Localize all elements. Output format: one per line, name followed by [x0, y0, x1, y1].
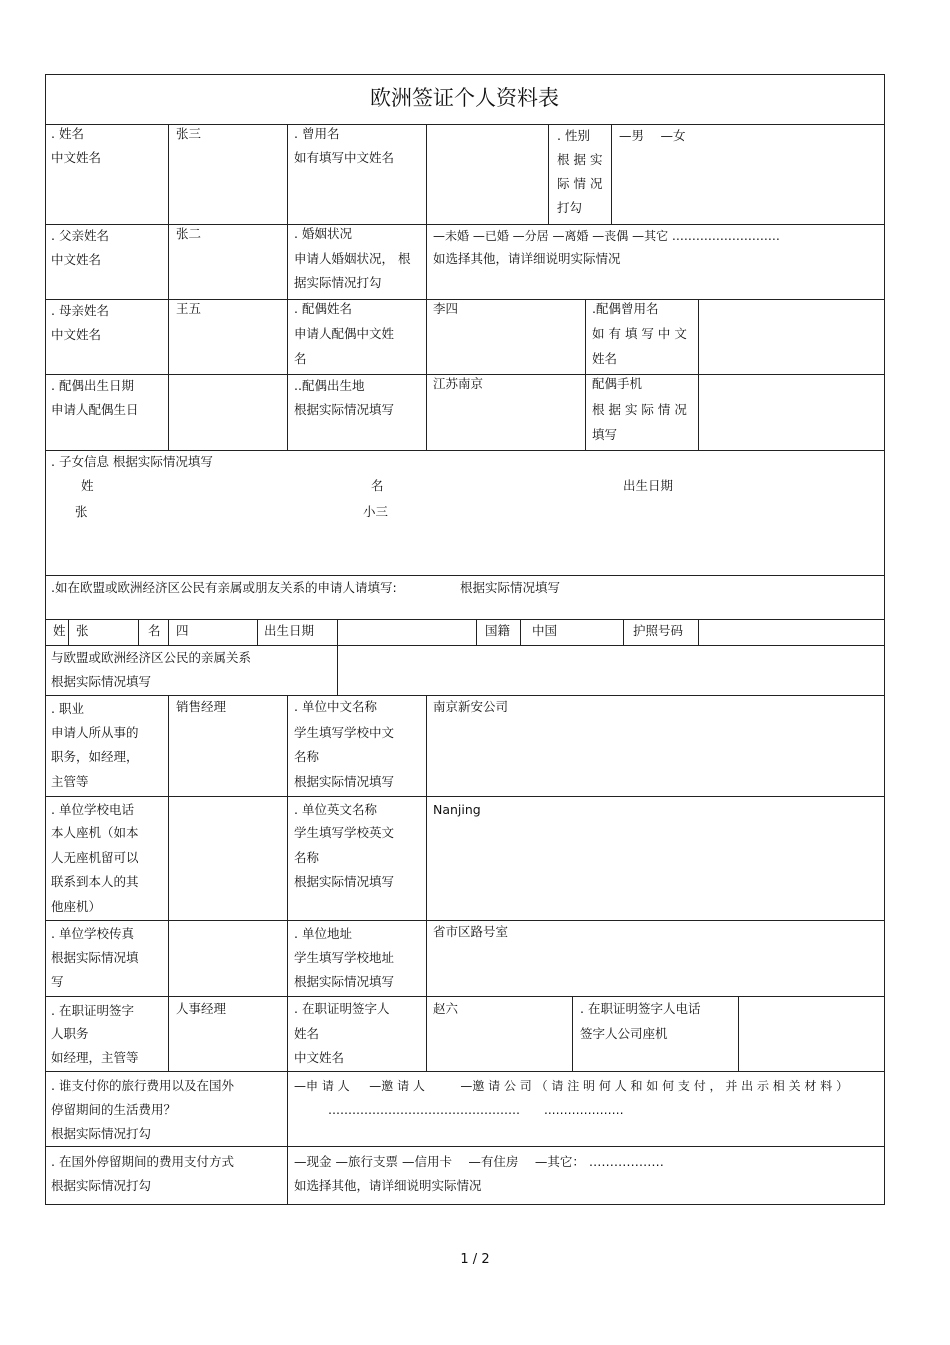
- vline: [287, 996, 288, 1071]
- employer-cn-name-note: 名称: [294, 749, 320, 764]
- father-name-note: 中文姓名: [51, 252, 102, 267]
- father-name-value[interactable]: 张二: [176, 226, 202, 241]
- signer-title-note: 人职务: [51, 1026, 89, 1041]
- vline: [585, 299, 586, 450]
- employer-fax-note: 写: [51, 974, 64, 989]
- mother-name-value[interactable]: 王五: [176, 301, 202, 316]
- vline: [68, 619, 69, 645]
- children-col-given-name: 名: [371, 478, 384, 493]
- spouse-former-name-note: 姓名: [592, 351, 618, 366]
- gender-label: . 性别: [557, 128, 590, 143]
- mother-name-label: . 母亲姓名: [51, 303, 109, 318]
- signer-title-value[interactable]: 人事经理: [176, 1001, 227, 1016]
- hline: [45, 996, 885, 997]
- payer-note: 停留期间的生活费用？: [51, 1102, 177, 1117]
- gender-note: 际 情 况: [557, 176, 603, 191]
- father-name-label: . 父亲姓名: [51, 228, 109, 243]
- spouse-name-value[interactable]: 李四: [433, 301, 459, 316]
- marital-status-note: 据实际情况打勾: [294, 275, 382, 290]
- spouse-birthplace-note: 根据实际情况填写: [294, 402, 395, 417]
- vline: [168, 619, 169, 645]
- vline: [426, 996, 427, 1071]
- vline: [287, 695, 288, 996]
- former-name-label: . 曾用名: [294, 126, 340, 141]
- eu-surname-label: 姓: [53, 623, 66, 638]
- spouse-former-name-note: 如 有 填 写 中 文: [592, 326, 687, 341]
- children-info-label: . 子女信息 根据实际情况填写: [51, 454, 213, 469]
- spouse-phone-note: 填写: [592, 427, 618, 442]
- employer-cn-name-note: 根据实际情况填写: [294, 774, 395, 789]
- hline: [45, 1204, 885, 1205]
- vline: [426, 224, 427, 299]
- signer-name-note: 中文姓名: [294, 1050, 345, 1065]
- eu-relation-type-label: 与欧盟或欧洲经济区公民的亲属关系: [51, 650, 252, 665]
- vline: [287, 299, 288, 450]
- employer-en-name-note: 学生填写学校英文: [294, 825, 395, 840]
- vline: [426, 695, 427, 996]
- employer-fax-label: . 单位学校传真: [51, 926, 134, 941]
- occupation-label: . 职业: [51, 701, 84, 716]
- vline: [138, 619, 139, 645]
- signer-phone-label: . 在职证明签字人电话: [580, 1001, 701, 1016]
- employer-en-name-note: 名称: [294, 850, 320, 865]
- signer-name-value[interactable]: 赵六: [433, 1001, 459, 1016]
- payment-method-label: . 在国外停留期间的费用支付方式: [51, 1154, 234, 1169]
- spouse-phone-label: 配偶手机: [592, 376, 643, 391]
- form-title: 欧洲签证个人资料表: [370, 86, 559, 110]
- occupation-note: 主管等: [51, 774, 89, 789]
- marital-other-note: 如选择其他，请详细说明实际情况: [433, 251, 621, 266]
- gender-note: 打勾: [557, 200, 583, 215]
- employer-cn-name-label: . 单位中文名称: [294, 699, 377, 714]
- vline: [257, 619, 258, 645]
- vline: [572, 996, 573, 1071]
- employer-address-label: . 单位地址: [294, 926, 352, 941]
- vline: [287, 124, 288, 224]
- occupation-value[interactable]: 销售经理: [176, 699, 227, 714]
- vline: [168, 124, 169, 224]
- employer-en-name-label: . 单位英文名称: [294, 802, 377, 817]
- employer-address-note: 学生填写学校地址: [294, 950, 395, 965]
- payment-method-options[interactable]: —现金 —旅行支票 —信用卡 —有住房 —其它： ………………: [294, 1154, 664, 1169]
- marital-status-options[interactable]: —未婚 —已婚 —分居 —离婚 —丧偶 —其它 ………………………: [433, 229, 780, 243]
- payment-other-note: 如选择其他，请详细说明实际情况: [294, 1178, 482, 1193]
- marital-status-label: . 婚姻状况: [294, 226, 352, 241]
- eu-given-name-label: 名: [148, 623, 161, 638]
- employer-phone-note: 本人座机（如本: [51, 825, 139, 840]
- page-number: 1 / 2: [460, 1252, 490, 1267]
- signer-name-label: . 在职证明签字人: [294, 1001, 390, 1016]
- hline: [45, 1071, 885, 1072]
- vline: [426, 124, 427, 224]
- hline: [45, 1146, 885, 1147]
- signer-title-note: 如经理，主管等: [51, 1050, 139, 1065]
- eu-relation-question: .如在欧盟或欧洲经济区公民有亲属或朋友关系的申请人请填写:: [51, 580, 397, 595]
- eu-passport-label: 护照号码: [633, 623, 684, 638]
- vline: [287, 224, 288, 299]
- child-given-name-value[interactable]: 小三: [363, 504, 389, 519]
- vline: [168, 224, 169, 299]
- vline: [168, 695, 169, 996]
- vline: [168, 299, 169, 450]
- vline: [287, 1071, 288, 1204]
- signer-phone-note: 签字人公司座机: [580, 1026, 668, 1041]
- vline: [168, 996, 169, 1071]
- eu-nationality-value[interactable]: 中国: [532, 623, 558, 638]
- mother-name-note: 中文姓名: [51, 327, 102, 342]
- hline: [45, 796, 885, 797]
- hline: [45, 619, 885, 620]
- employer-phone-note: 人无座机留可以: [51, 850, 139, 865]
- vline: [698, 299, 699, 450]
- employer-en-name-value[interactable]: Nanjing: [433, 802, 481, 817]
- vline: [476, 619, 477, 645]
- signer-title-label: . 在职证明签字: [51, 1003, 134, 1018]
- hline: [45, 124, 885, 125]
- vline: [337, 619, 338, 695]
- occupation-note: 申请人所从事的: [51, 725, 139, 740]
- eu-given-name-value[interactable]: 四: [176, 623, 189, 638]
- hline: [45, 74, 885, 75]
- payer-label: . 谁支付你的旅行费用以及在国外: [51, 1078, 234, 1093]
- payment-method-note: 根据实际情况打勾: [51, 1178, 152, 1193]
- eu-relation-note: 根据实际情况填写: [460, 580, 561, 595]
- employer-phone-label: . 单位学校电话: [51, 802, 134, 817]
- employer-address-value[interactable]: 省市区路号室: [433, 924, 509, 939]
- employer-phone-note: 他座机）: [51, 899, 102, 914]
- child-surname-value[interactable]: 张: [75, 504, 88, 519]
- gender-options[interactable]: —男 —女: [619, 128, 686, 143]
- former-name-note: 如有填写中文姓名: [294, 150, 395, 165]
- spouse-name-note: 申请人配偶中文姓: [294, 326, 395, 341]
- marital-status-note: 申请人婚姻状况， 根: [294, 251, 411, 266]
- employer-address-note: 根据实际情况填写: [294, 974, 395, 989]
- table-border-right: [884, 74, 885, 1204]
- signer-name-note: 姓名: [294, 1026, 320, 1041]
- employer-cn-name-value[interactable]: 南京新安公司: [433, 699, 509, 714]
- payer-fill-dots[interactable]: ………………………………………… ..………………: [328, 1103, 624, 1117]
- employer-cn-name-note: 学生填写学校中文: [294, 725, 395, 740]
- spouse-dob-label: . 配偶出生日期: [51, 378, 134, 393]
- eu-nationality-label: 国籍: [485, 623, 511, 638]
- employer-fax-note: 根据实际情况填: [51, 950, 139, 965]
- vline: [623, 619, 624, 645]
- eu-surname-value[interactable]: 张: [76, 623, 89, 638]
- vline: [738, 996, 739, 1071]
- vline: [548, 124, 549, 224]
- name-value[interactable]: 张三: [176, 126, 202, 141]
- spouse-name-note: 名: [294, 351, 307, 366]
- spouse-name-label: . 配偶姓名: [294, 301, 352, 316]
- payer-note: 根据实际情况打勾: [51, 1126, 152, 1141]
- vline: [426, 299, 427, 450]
- spouse-birthplace-label: ..配偶出生地: [294, 378, 365, 393]
- spouse-former-name-label: .配偶曾用名: [592, 301, 659, 316]
- eu-dob-label: 出生日期: [264, 623, 315, 638]
- spouse-phone-note: 根 据 实 际 情 况: [592, 402, 687, 417]
- name-label: . 姓名: [51, 126, 84, 141]
- eu-relation-type-note: 根据实际情况填写: [51, 674, 152, 689]
- name-note: 中文姓名: [51, 150, 102, 165]
- vline: [611, 124, 612, 224]
- gender-note: 根 据 实: [557, 152, 603, 167]
- table-border-left: [45, 74, 46, 1204]
- occupation-note: 职务，如经理，: [51, 749, 139, 764]
- hline: [45, 299, 885, 300]
- payer-options[interactable]: —申 请 人 —邀 请 人 —邀 请 公 司 （ 请 注 明 何 人 和 如 何 支 付 ， 并 出 示 相 关 材 料 ）: [294, 1079, 849, 1093]
- employer-en-name-note: 根据实际情况填写: [294, 874, 395, 889]
- spouse-birthplace-value[interactable]: 江苏南京: [433, 376, 484, 391]
- employer-phone-note: 联系到本人的其: [51, 874, 139, 889]
- vline: [698, 619, 699, 645]
- children-col-surname: 姓: [81, 478, 94, 493]
- vline: [520, 619, 521, 645]
- children-col-dob: 出生日期: [623, 478, 674, 493]
- spouse-dob-note: 申请人配偶生日: [51, 402, 139, 417]
